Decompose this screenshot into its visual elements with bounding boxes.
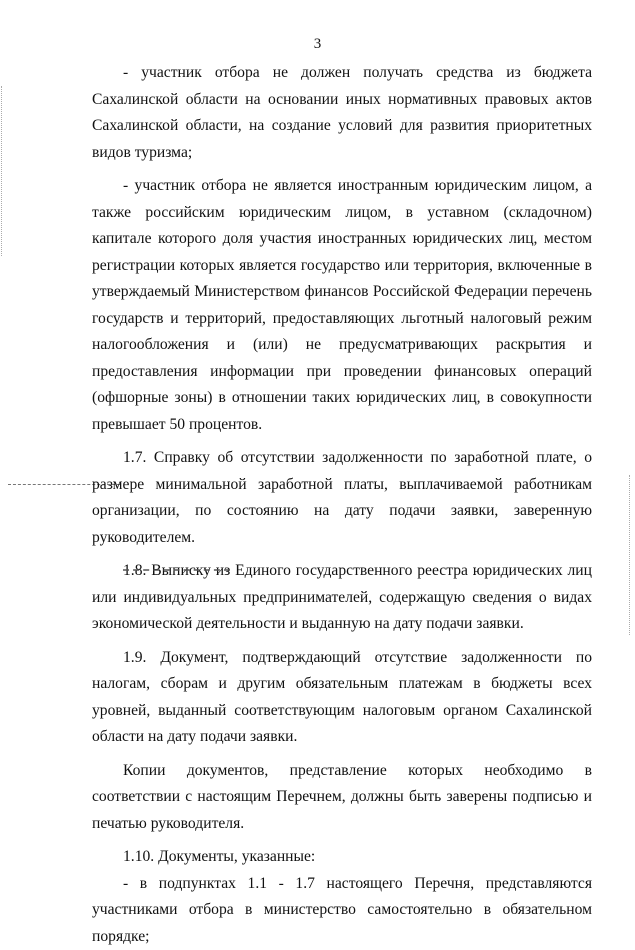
document-body	[92, 60, 592, 950]
paragraph-requirement-foreign: - участник отбора не является иностранным юридическим лицом, а также российским юридическим лицом, в уставном (складочном) капитале которого доля участия иностранных юридических лиц, местом регистрации которых является государство или территория, включенные в утверждаемый Министерством финансов Российской Федерации перечень государств и территорий, предоставляющих льготный налоговый режим налогообложения и (или) не предусматривающих раскрытия и предоставления информации при проведении финансовых операций (офшорные зоны) в отношении таких юридических лиц, в совокупности превышает 50 процентов.	[92, 173, 592, 438]
paragraph-1-8-text: Единого государственного реестра юридических лиц или индивидуальных предпринимателей, содержащую сведения о видах экономической деятельности и выданную на дату подачи заявки.	[92, 562, 592, 632]
paragraph-1-10: 1.10. Документы, указанные:	[92, 844, 592, 871]
paragraph-1-9: 1.9. Документ, подтверждающий отсутствие задолженности по налогам, сборам и другим обязательным платежам в бюджеты всех уровней, выданный соответствующим налоговым органом Сахалинской области на дату подачи заявки.	[92, 645, 592, 751]
page-number: 3	[0, 36, 635, 53]
paragraph-requirement-budget: - участник отбора не должен получать средства из бюджета Сахалинской области на основании иных нормативных правовых актов Сахалинской области, на создание условий для развития приоритетных видов туризма;	[92, 60, 592, 166]
paragraph-1-7: 1.7. Справку об отсутствии задолженности по заработной плате, о размере минимальной заработной платы, выплачиваемой работникам организации, по состоянию на дату подачи заявки, заверенную руководителем.	[92, 445, 592, 551]
paragraph-copies: Копии документов, представление которых необходимо в соответствии с настоящим Перечнем, должны быть заверены подписью и печатью руководителя.	[92, 758, 592, 838]
paragraph-1-8	[92, 558, 592, 638]
paragraph-1-10-item: - в подпунктах 1.1 - 1.7 настоящего Перечня, представляются участниками отбора в министерство самостоятельно в обязательном порядке;	[92, 871, 592, 950]
scan-edge-mark	[629, 475, 631, 635]
struck-text: 1.8. Выписку из	[123, 562, 230, 579]
scan-edge-mark	[1, 86, 3, 256]
